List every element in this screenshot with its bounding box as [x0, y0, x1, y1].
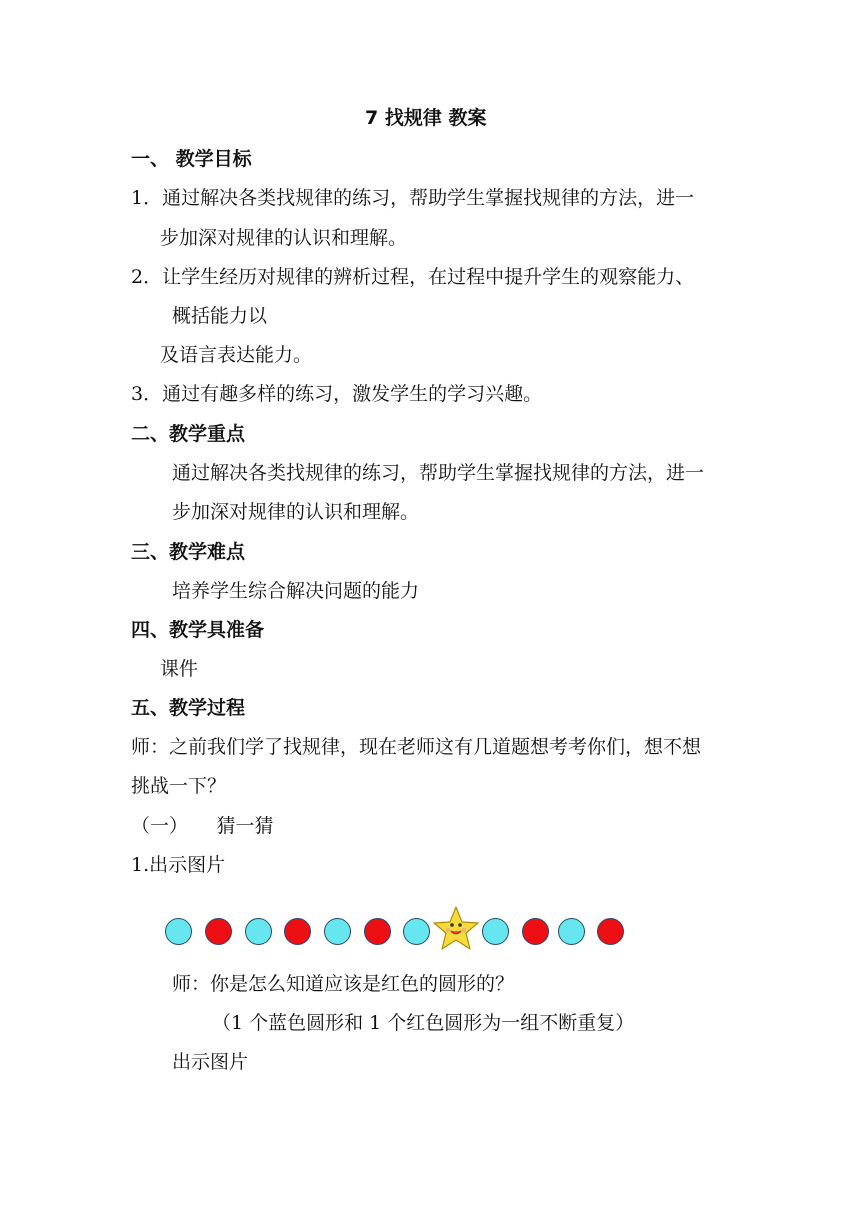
- goal-2-line-2: 概括能力以: [172, 305, 268, 327]
- red-circle: [284, 918, 311, 945]
- subsection-guess: （一） 猜一猜: [131, 815, 274, 837]
- materials-line-1: 课件: [160, 658, 199, 680]
- item-show-picture-1: 1.出示图片: [131, 854, 226, 876]
- goal-3-line-1: 3．通过有趣多样的练习，激发学生的学习兴趣。: [131, 383, 543, 405]
- red-circle: [522, 918, 549, 945]
- section-heading-goals: 一、 教学目标: [131, 148, 252, 170]
- section-heading-process: 五、教学过程: [131, 697, 246, 719]
- answer-explanation: （1 个蓝色圆形和 1 个红色圆形为一组不断重复）: [212, 1012, 635, 1034]
- blue-circle: [558, 918, 585, 945]
- blue-circle: [165, 918, 192, 945]
- keypoints-line-2: 步加深对规律的认识和理解。: [172, 501, 420, 523]
- section-heading-keypoints: 二、教学重点: [131, 423, 246, 445]
- red-circle: [205, 918, 232, 945]
- blue-circle: [324, 918, 351, 945]
- section-heading-difficulties: 三、教学难点: [131, 541, 246, 563]
- difficulties-line-1: 培养学生综合解决问题的能力: [172, 580, 420, 602]
- blue-circle: [403, 918, 430, 945]
- goal-2-line-1: 2．让学生经历对规律的辨析过程，在过程中提升学生的观察能力、: [131, 266, 695, 288]
- goal-2-line-3: 及语言表达能力。: [160, 344, 313, 366]
- item-show-picture-2: 出示图片: [172, 1051, 249, 1073]
- process-paragraph-line-1: 师：之前我们学了找规律，现在老师这有几道题想考考你们，想不想: [131, 736, 702, 758]
- keypoints-line-1: 通过解决各类找规律的练习，帮助学生掌握找规律的方法，进一: [172, 462, 705, 484]
- page-title: 7 找规律 教案: [365, 107, 487, 129]
- red-circle: [597, 918, 624, 945]
- blue-circle: [245, 918, 272, 945]
- section-heading-materials: 四、教学具准备: [131, 619, 265, 641]
- teacher-question: 师：你是怎么知道应该是红色的圆形的？: [172, 973, 515, 995]
- blue-circle: [482, 918, 509, 945]
- goal-1-line-2: 步加深对规律的认识和理解。: [160, 227, 408, 249]
- star-icon: [431, 904, 481, 954]
- goal-1-line-1: 1．通过解决各类找规律的练习，帮助学生掌握找规律的方法，进一: [131, 187, 695, 209]
- red-circle: [364, 918, 391, 945]
- process-paragraph-line-2: 挑战一下？: [131, 775, 227, 797]
